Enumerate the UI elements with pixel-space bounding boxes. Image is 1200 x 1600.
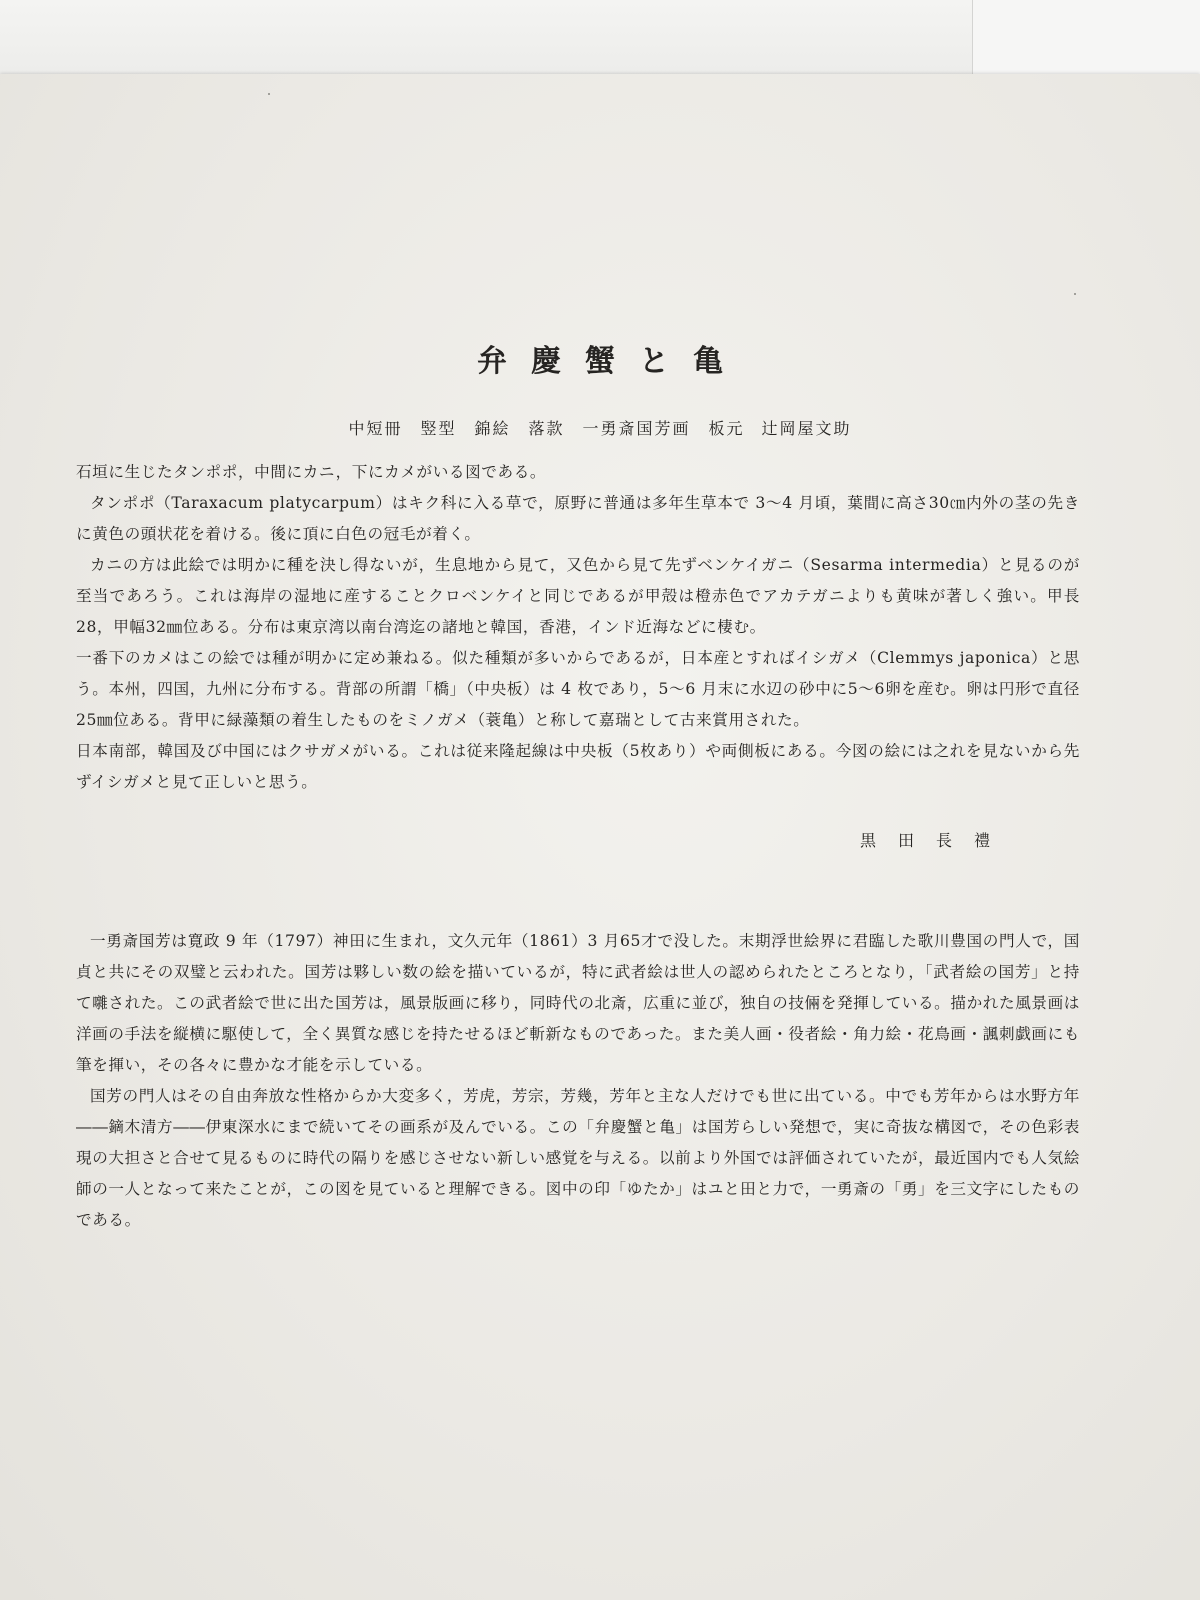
print-description: 中短冊 竪型 錦絵 落款 一勇斎国芳画 板元 辻岡屋文助 xyxy=(348,419,852,438)
commentary-paragraph: 一番下のカメはこの絵では種が明かに定め兼ねる。似た種類が多いからであるが，日本産とすればイシガメ（Clemmys japonica）と思う。本州，四国，九州に分布する。背部の所謂「橋」（中央板）は 4 枚であり，5～6 月末に水辺の砂中に5～6卵を産む。卵は円形で直径25㎜位ある。背甲に緑藻類の着生したものをミノガメ（蓑亀）と称して嘉瑞として古来賞用された。 xyxy=(76,649,1080,729)
commentary-section xyxy=(76,457,1080,798)
commentary-paragraph: カニの方は此絵では明かに種を決し得ないが，生息地から見て，又色から見て先ずベンケイガニ（Sesarma intermedia）と見るのが至当であろう。これは海岸の湿地に産することクロベンケイと同じであるが甲殻は橙赤色でアカテガニよりも黄味が著しく強い。甲長28，甲幅32㎜位ある。分布は東京湾以南台湾迄の諸地と韓国，香港，インド近海などに棲む。 xyxy=(76,556,1080,636)
artist-notes-paragraph: 国芳の門人はその自由奔放な性格からか大変多く，芳虎，芳宗，芳幾，芳年と主な人だけでも世に出ている。中でも芳年からは水野方年――鏑木清方――伊東深水にまで続いてその画系が及んでいる。この「弁慶蟹と亀」は国芳らしい発想で，実に奇抜な構図で，その色彩表現の大担さと合せて見るものに時代の隔りを感じさせない新しい感覚を与える。以前より外国では評価されていたが，最近国内でも人気絵師の一人となって来たことが，この図を見ていると理解できる。図中の印「ゆたか」はユと田と力で，一勇斎の「勇」を三文字にしたものである。 xyxy=(76,1087,1081,1229)
document-page xyxy=(0,74,1200,1600)
author-name: 黒田長禮 xyxy=(860,831,1013,850)
paper-speck xyxy=(1074,293,1076,295)
commentary-paragraph: 石垣に生じたタンポポ，中間にカニ，下にカメがいる図である。 xyxy=(76,463,547,481)
artist-notes-paragraph: 一勇斎国芳は寛政 9 年（1797）神田に生まれ，文久元年（1861）3 月65才で没した。末期浮世絵界に君臨した歌川豊国の門人で，国貞と共にその双璧と云われた。国芳は夥しい数の絵を描いているが，特に武者絵は世人の認められたところとなり，「武者絵の国芳」と持て囃された。この武者絵で世に出た国芳は，風景版画に移り，同時代の北斎，広重に並び，独自の技倆を発揮している。描かれた風景画は洋画の手法を縦横に駆使して，全く異質な感じを持たせるほど斬新なものであった。また美人画・役者絵・角力絵・花鳥画・諷刺戯画にも筆を揮い，その各々に豊かな才能を示している。 xyxy=(76,932,1080,1074)
commentary-paragraph: 日本南部，韓国及び中国にはクサガメがいる。これは従来隆起線は中央板（5枚あり）や両側板にある。今図の絵には之れを見ないから先ずイシガメと見て正しいと思う。 xyxy=(76,742,1080,791)
page-title: 弁慶蟹と亀 xyxy=(477,344,747,379)
commentary-paragraph: タンポポ（Taraxacum platycarpum）はキク科に入る草で，原野に普通は多年生草本で 3～4 月頃，葉間に高さ30㎝内外の茎の先きに黄色の頭状花を着ける。後に頂に白色の冠毛が着く。 xyxy=(76,494,1080,543)
artist-notes-section xyxy=(76,926,1080,1236)
paper-speck xyxy=(268,93,270,95)
